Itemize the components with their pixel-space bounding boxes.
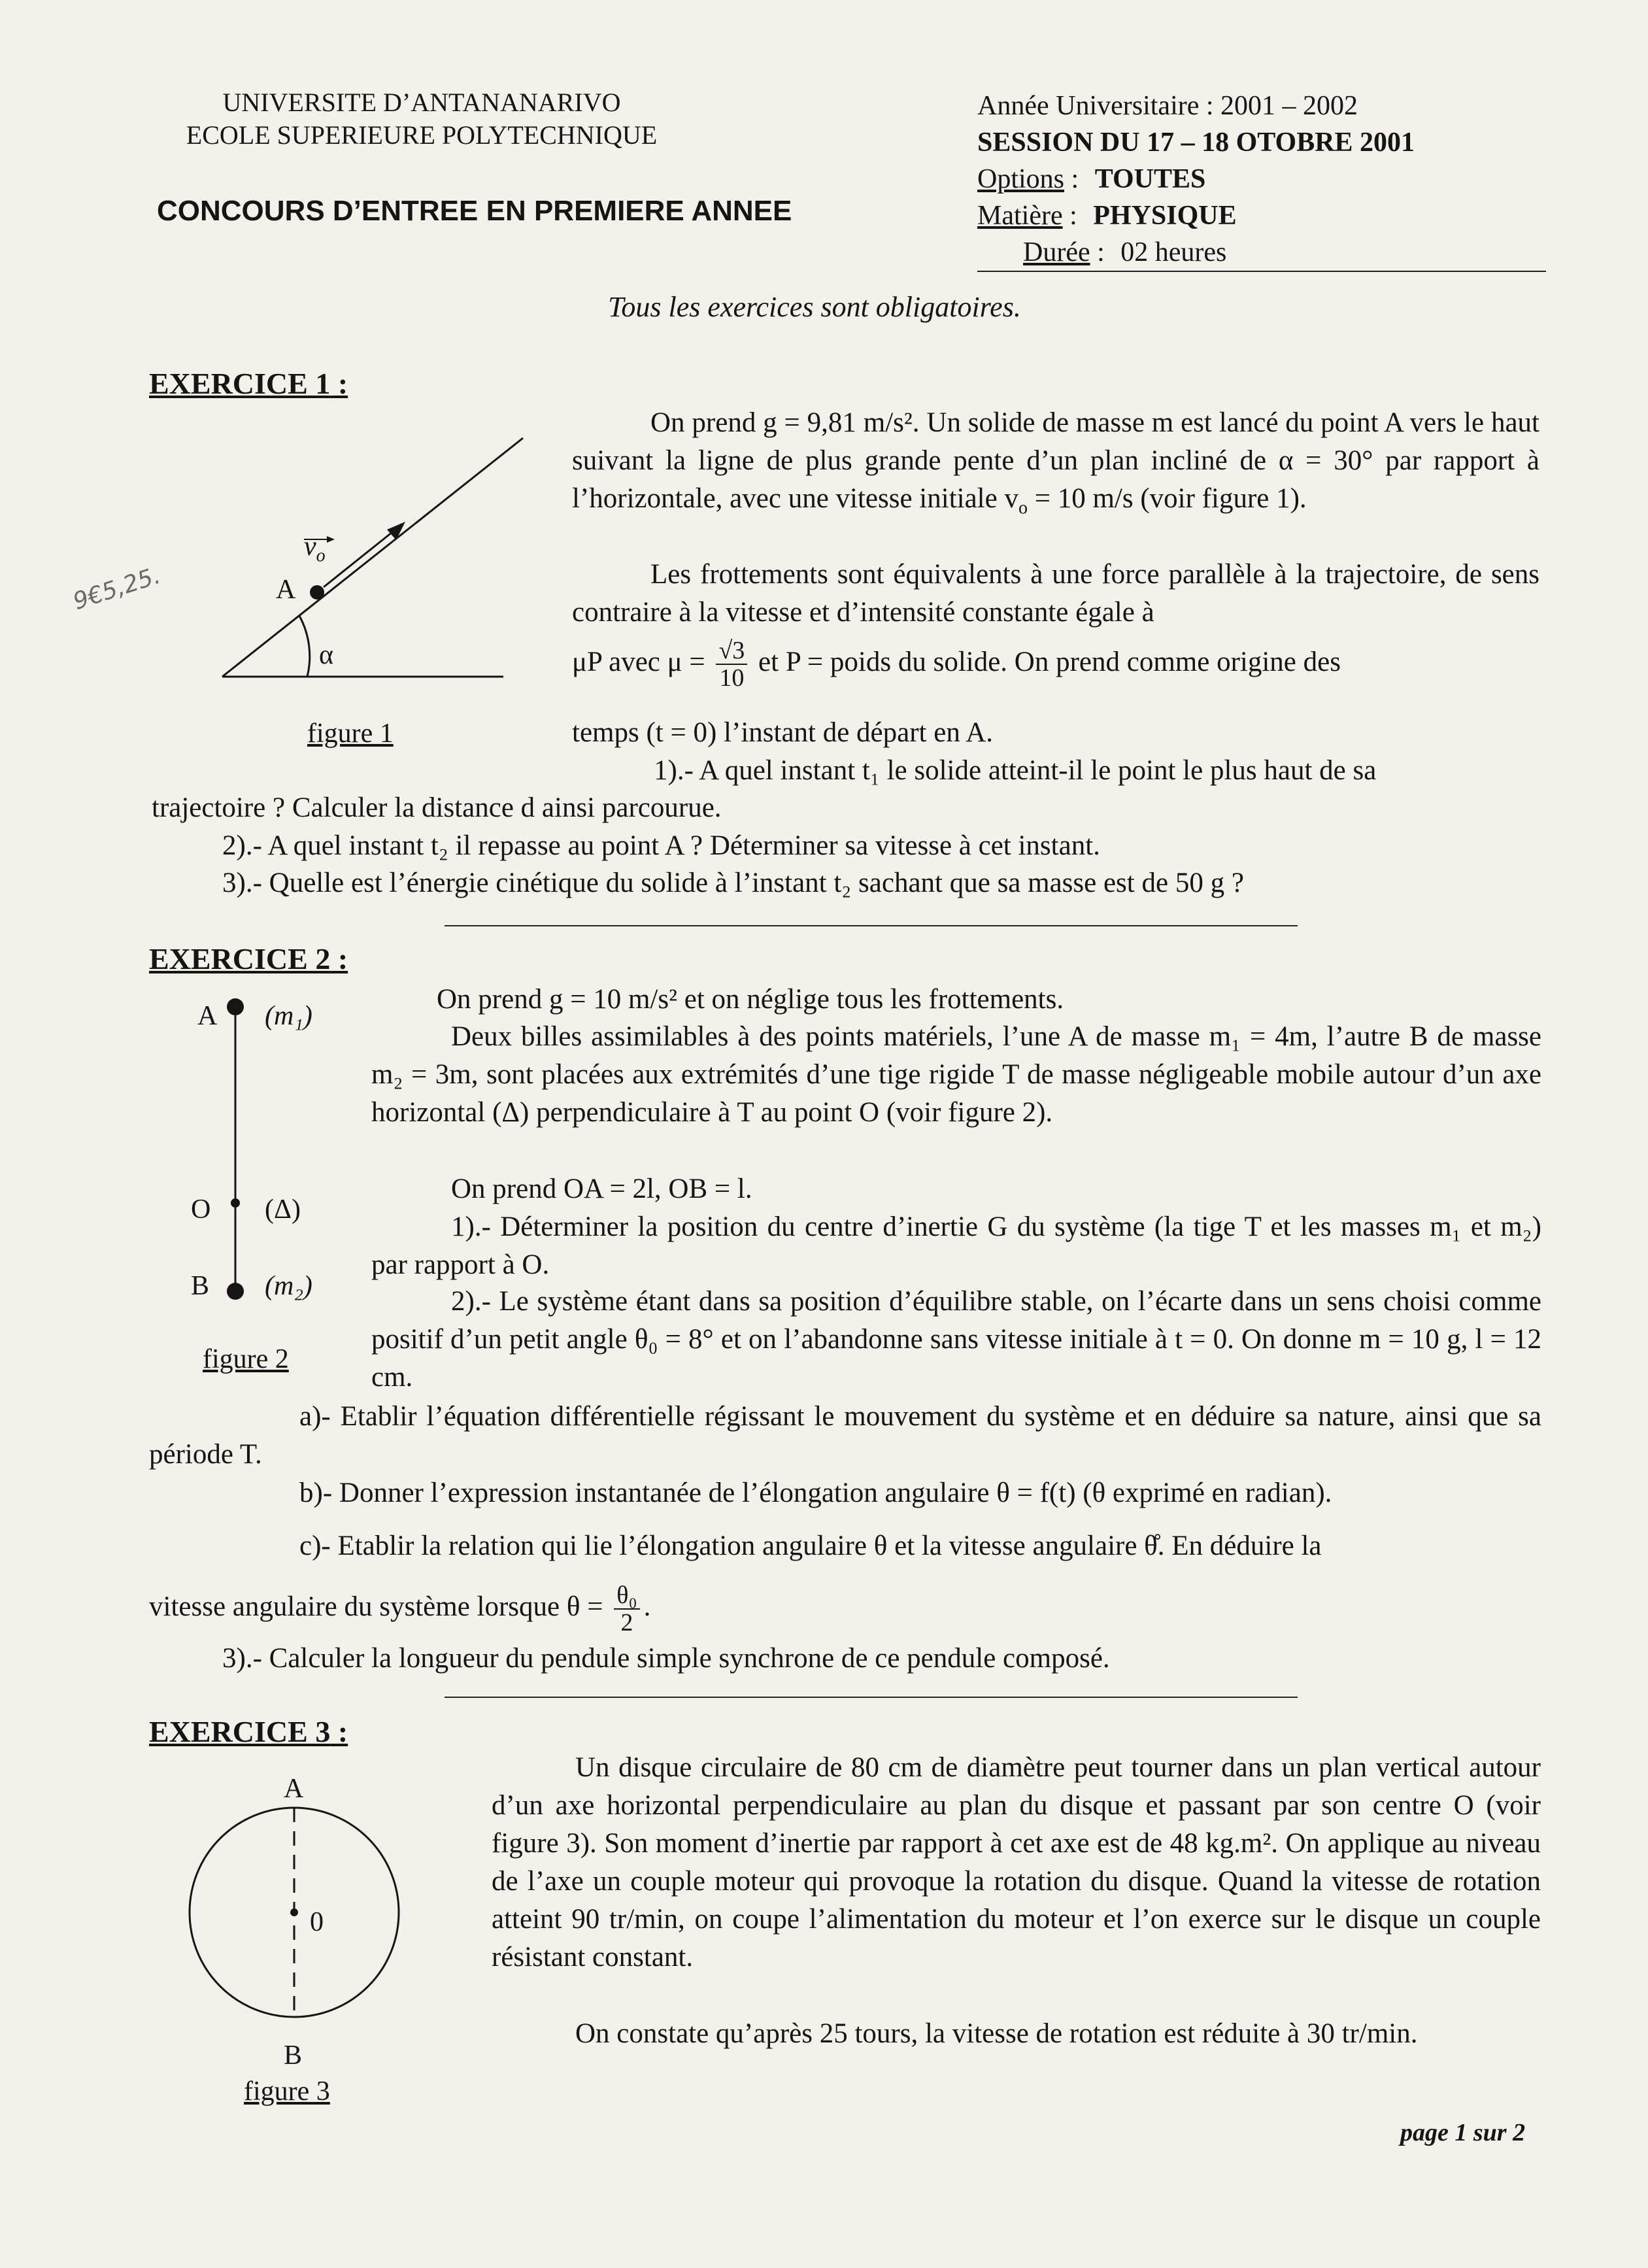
ex1-friction: Les frottements sont équivalents à une force parallèle à la trajectoire, de sens contraire à la vitesse et d’intensité constante égale à (572, 559, 1539, 628)
ex1-q3: 3).- Quelle est l’énergie cinétique du solide à l’instant t₂ sachant que sa masse est de 50 g ? (222, 868, 1244, 898)
pivot-o-dot (231, 1198, 240, 1208)
university-name: UNIVERSITE D’ANTANANARIVO (222, 88, 621, 117)
header-right (977, 88, 1566, 271)
ex2-separator (445, 1697, 1298, 1698)
page-number: page 1 sur 2 (1400, 2119, 1526, 2146)
fig2-label-delta: (Δ) (265, 1194, 301, 1225)
exercise-2-title: EXERCICE 2 : (149, 942, 348, 975)
point-a-dot (310, 585, 324, 600)
duration-value: 02 heures (1120, 237, 1227, 267)
mass-b-dot (227, 1283, 244, 1300)
fig2-label-o: O (191, 1194, 211, 1225)
ex2-q2: 2).- Le système étant dans sa position d’équilibre stable, on l’écarte dans un sens choisi comme positif d’un petit angle θ₀ = 8° et on l’abandonne sans vitesse initiale à t = 0. On donne m = 10 g, l = 12 cm. (371, 1286, 1541, 1393)
fig2-label-a: A (197, 1001, 218, 1031)
academic-year: Année Universitaire : 2001 – 2002 (977, 91, 1358, 121)
ex2-p3: On prend OA = 2l, OB = l. (451, 1174, 752, 1204)
ex3-p1: Un disque circulaire de 80 cm de diamètre peut tourner dans un plan vertical autour d’un axe horizontal perpendiculaire au plan du disque et passant par son centre O (voir figure 3). Son moment d’inertie par rapport à cet axe est de 48 kg.m². On applique au niveau de l’axe un couple moteur qui provoque la rotation du disque. Quand la vitesse de rotation atteint 90 tr/min, on coupe l’alimentation du moteur et l’on exerce sur le disque un couple résistant constant. (492, 1752, 1541, 1972)
school-name: ECOLE SUPERIEURE POLYTECHNIQUE (186, 120, 658, 150)
ex1-q1-line2: trajectoire ? Calculer la distance d ainsi parcourue. (152, 792, 722, 823)
figure-3-caption: figure 3 (244, 2076, 330, 2107)
figure-2-caption: figure 2 (203, 1344, 289, 1374)
header-left (144, 86, 699, 152)
duration-row: Durée : 02 heures (1023, 237, 1227, 267)
fig1-angle-label: α (319, 640, 334, 670)
ex2-p1: On prend g = 10 m/s² et on néglige tous les frottements. (437, 984, 1064, 1015)
fig2-label-m2: (m₂) (265, 1271, 312, 1301)
ex1-time-origin: temps (t = 0) l’instant de départ en A. (572, 717, 994, 748)
ex2-qa: a)- Etablir l’équation différentielle régissant le mouvement du système et en déduire sa nature, ainsi que sa période T. (149, 1401, 1541, 1470)
fig2-label-m1: (m₁) (265, 1001, 312, 1031)
header-rule (977, 271, 1546, 272)
figure-2-pendulum (216, 994, 255, 1314)
instructions: Tous les exercices sont obligatoires. (608, 291, 1021, 323)
options-value: TOUTES (1094, 164, 1206, 194)
figure-3-disk (183, 1801, 405, 2023)
subject-value: PHYSIQUE (1093, 201, 1237, 231)
subject-label: Matière (977, 201, 1063, 231)
theta-fraction: $\frac{\text{θ₀}}{2}$ (614, 1582, 639, 1636)
session-dates: SESSION DU 17 – 18 OTOBRE 2001 (977, 127, 1415, 158)
disk-center-dot (290, 1908, 298, 1916)
ex3-p2: On constate qu’après 25 tours, la vitesse de rotation est réduite à 30 tr/min. (575, 2018, 1418, 2049)
contest-title: CONCOURS D’ENTREE EN PREMIERE ANNEE (157, 195, 792, 227)
ex1-mu-line: μP avec μ = $\frac{√3}{10}$ et P = poids du solide. On prend comme origine des (572, 637, 1341, 692)
fig1-point-a-label: A (276, 575, 296, 605)
mass-a-dot (227, 998, 244, 1015)
options-label: Options (977, 164, 1065, 194)
subject-row: Matière : PHYSIQUE (977, 201, 1237, 231)
options-row: Options : TOUTES (977, 164, 1206, 194)
ex2-q3: 3).- Calculer la longueur du pendule simple synchrone de ce pendule composé. (222, 1643, 1110, 1674)
mu-fraction: $\frac{√3}{10}$ (716, 637, 747, 691)
ex2-qc-line2: vitesse angulaire du système lorsque θ = $\frac{\text{θ₀}}{2}$ . (149, 1582, 651, 1636)
figure-1-caption: figure 1 (307, 719, 394, 749)
fig3-label-a: A (284, 1774, 304, 1804)
exercise-3-title: EXERCICE 3 : (149, 1715, 348, 1748)
fig2-label-b: B (191, 1271, 210, 1301)
fig3-label-b: B (284, 2040, 303, 2071)
ex1-q2: 2).- A quel instant t₂ il repasse au point A ? Déterminer sa vitesse à cet instant. (222, 830, 1100, 861)
ex2-p2: Deux billes assimilables à des points matériels, l’une A de masse m₁ = 4m, l’autre B de masse m₂ = 3m, sont placées aux extrémités d’une tige rigide T de masse négligeable mobile autour d’un axe horizontal (Δ) perpendiculaire à T au point O (voir figure 2). (371, 1021, 1541, 1128)
ex1-intro: On prend g = 9,81 m/s². Un solide de masse m est lancé du point A vers le haut suivant la ligne de plus grande pente d’un plan incliné de α = 30° par rapport à l’horizontale, avec une vitesse initiale $v_o = 10$ m/s (voir figure 1). (572, 407, 1539, 518)
ex1-q1-line1: 1).- A quel instant t₁ le solide atteint-il le point le plus haut de sa (654, 755, 1377, 786)
duration-label: Durée (1023, 237, 1090, 267)
ex2-q1: 1).- Déterminer la position du centre d’inertie G du système (la tige T et les masses m₁ et m₂) par rapport à O. (371, 1211, 1541, 1280)
figure-1-incline (177, 425, 543, 700)
fig1-velocity-label: $v_o$ (304, 532, 326, 566)
fig3-label-o: 0 (310, 1907, 324, 1937)
exercise-1-title: EXERCICE 1 : (149, 367, 348, 400)
ex2-qb: b)- Donner l’expression instantanée de l’élongation angulaire θ = f(t) (θ exprimé en radian). (299, 1478, 1332, 1508)
ex1-separator (445, 925, 1298, 926)
ex2-qc-line1: c)- Etablir la relation qui lie l’élongation angulaire θ et la vitesse angulaire θ̊. En déduire la (299, 1531, 1322, 1561)
handwritten-note: 9€5,25. (70, 562, 164, 616)
